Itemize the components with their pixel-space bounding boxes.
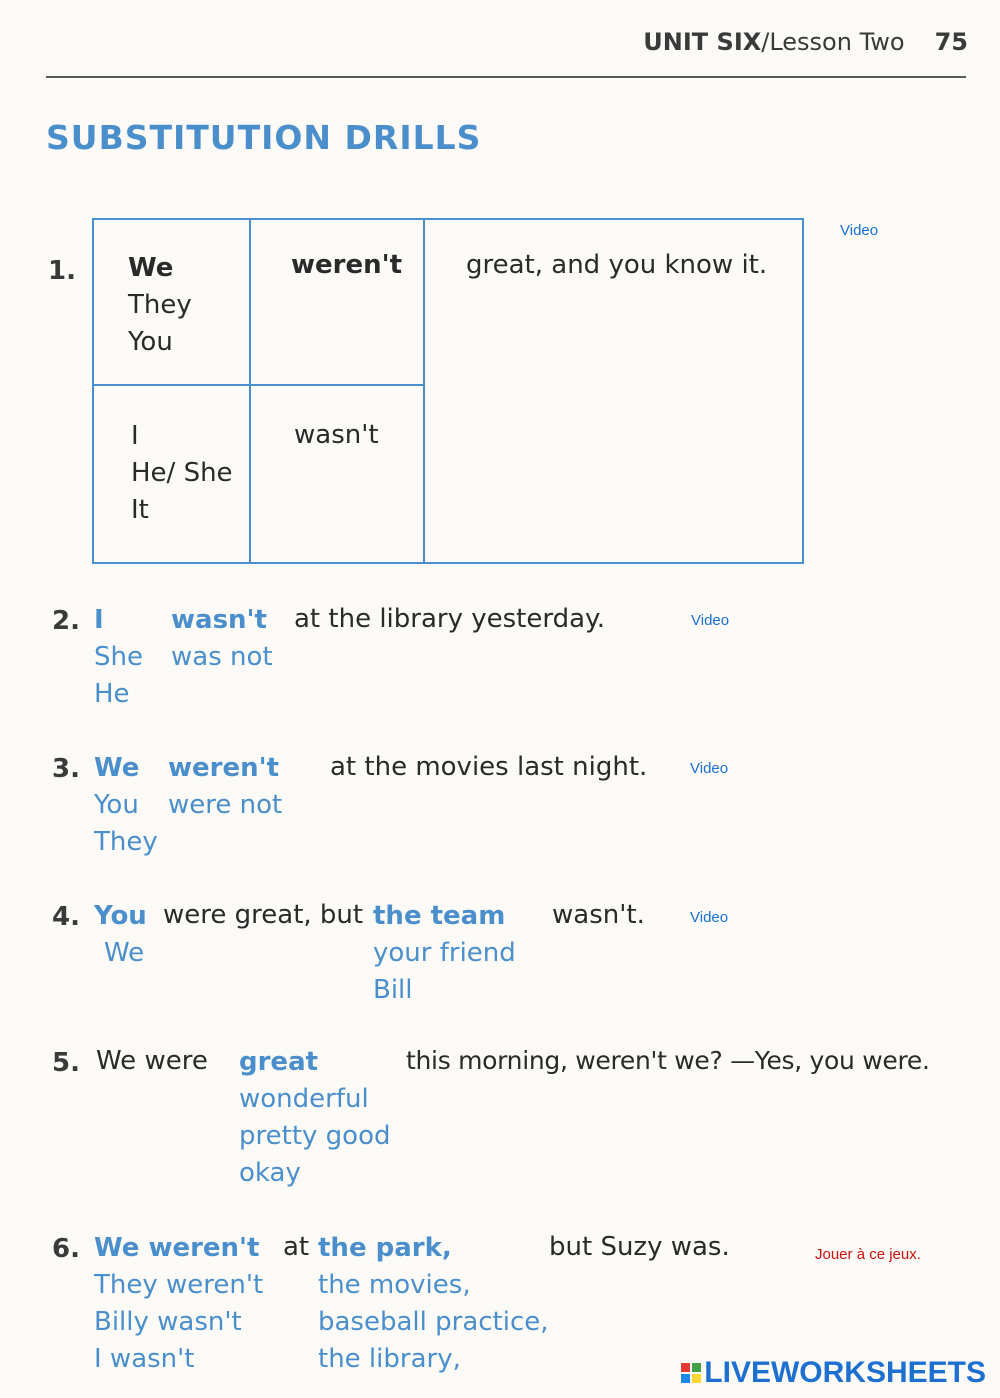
logo-square — [681, 1374, 690, 1383]
place-option: the movies, — [318, 1270, 471, 1300]
subject-option: Billy wasn't — [94, 1307, 242, 1337]
logo-icon — [681, 1363, 701, 1383]
drill5-lead: We were — [96, 1046, 208, 1076]
adjective-option: wonderful — [239, 1084, 369, 1114]
drill2-subjects — [94, 602, 143, 713]
place-option: the library, — [318, 1344, 461, 1374]
subject-option: I wasn't — [94, 1344, 195, 1374]
drill3-video-link[interactable]: Video — [690, 760, 729, 777]
drill2-sentence-rest: at the library yesterday. — [294, 604, 605, 634]
logo-square — [692, 1374, 701, 1383]
verb-option: was not — [171, 642, 273, 672]
subject-option: She — [94, 642, 143, 672]
adjective-option: okay — [239, 1158, 301, 1188]
subject-option: We — [128, 253, 174, 283]
place-option: baseball practice, — [318, 1307, 549, 1337]
drill6-at: at — [283, 1232, 310, 1262]
subject-option: They — [94, 827, 158, 857]
verb-option: weren't — [168, 753, 280, 783]
subject-option: You — [94, 790, 139, 820]
subject-option: I — [131, 421, 139, 451]
drill3-sentence-rest: at the movies last night. — [330, 752, 648, 782]
drill1-sentence-rest: great, and you know it. — [466, 250, 768, 280]
drill4-subjects — [94, 898, 147, 972]
drill4-video-link[interactable]: Video — [690, 909, 729, 926]
subject-option: We weren't — [94, 1233, 260, 1263]
drill1-row1-subjects — [128, 250, 192, 361]
drill1-number: 1. — [48, 256, 76, 286]
subject-option: I — [94, 605, 104, 635]
adjective-option: pretty good — [239, 1121, 391, 1151]
object-option: Bill — [373, 975, 413, 1005]
drill4-sentence-rest: wasn't. — [552, 900, 645, 930]
drill6-places — [318, 1230, 549, 1378]
page-number: 75 — [934, 28, 968, 56]
drill2-video-link[interactable]: Video — [691, 612, 730, 629]
subject-option: He — [94, 679, 130, 709]
object-option: the team — [373, 901, 506, 931]
liveworksheets-logo[interactable] — [681, 1356, 986, 1390]
verb-option: were not — [168, 790, 283, 820]
subject-option: We — [94, 753, 140, 783]
subject-option: They — [128, 290, 192, 320]
subject-option: It — [131, 495, 149, 525]
logo-square — [681, 1363, 690, 1372]
drill4-objects — [373, 898, 516, 1009]
drill1-video-link[interactable]: Video — [840, 222, 879, 239]
unit-label: UNIT SIX — [643, 28, 762, 56]
drill1-row1-verb: weren't — [291, 250, 403, 280]
drill5-adjectives — [239, 1044, 390, 1192]
drill1-row-divider — [94, 384, 424, 386]
drill2-verbs — [171, 602, 273, 676]
drill3-number: 3. — [52, 754, 80, 784]
section-title: SUBSTITUTION DRILLS — [46, 118, 482, 157]
drill1-row2-verb: wasn't — [294, 420, 379, 450]
drill2-number: 2. — [52, 606, 80, 636]
place-option: the park, — [318, 1233, 452, 1263]
adjective-option: great — [239, 1047, 319, 1077]
page-header — [643, 28, 968, 56]
drill5-sentence-rest: this morning, weren't we? —Yes, you were. — [406, 1046, 930, 1075]
subject-option: They weren't — [94, 1270, 264, 1300]
drill1-row2-subjects — [131, 418, 233, 529]
subject-option: He/ She — [131, 458, 233, 488]
logo-square — [692, 1363, 701, 1372]
drill3-subjects — [94, 750, 158, 861]
subject-option: You — [94, 901, 147, 931]
drill1-divider-2 — [423, 220, 425, 563]
drill6-sentence-rest: but Suzy was. — [549, 1232, 730, 1262]
drill6-subjects — [94, 1230, 263, 1378]
verb-option: wasn't — [171, 605, 267, 635]
drill6-number: 6. — [52, 1234, 80, 1264]
subject-option: We — [104, 938, 145, 968]
play-game-link[interactable]: Jouer à ce jeux. — [815, 1246, 921, 1263]
drill4-number: 4. — [52, 902, 80, 932]
lesson-label: /Lesson Two — [761, 28, 905, 56]
subject-option: You — [128, 327, 173, 357]
logo-text: LIVEWORKSHEETS — [704, 1356, 986, 1389]
drill4-middle: were great, but — [163, 900, 364, 930]
header-rule — [46, 76, 966, 78]
object-option: your friend — [373, 938, 516, 968]
drill1-divider-1 — [249, 220, 251, 563]
drill5-number: 5. — [52, 1048, 80, 1078]
drill3-verbs — [168, 750, 282, 824]
